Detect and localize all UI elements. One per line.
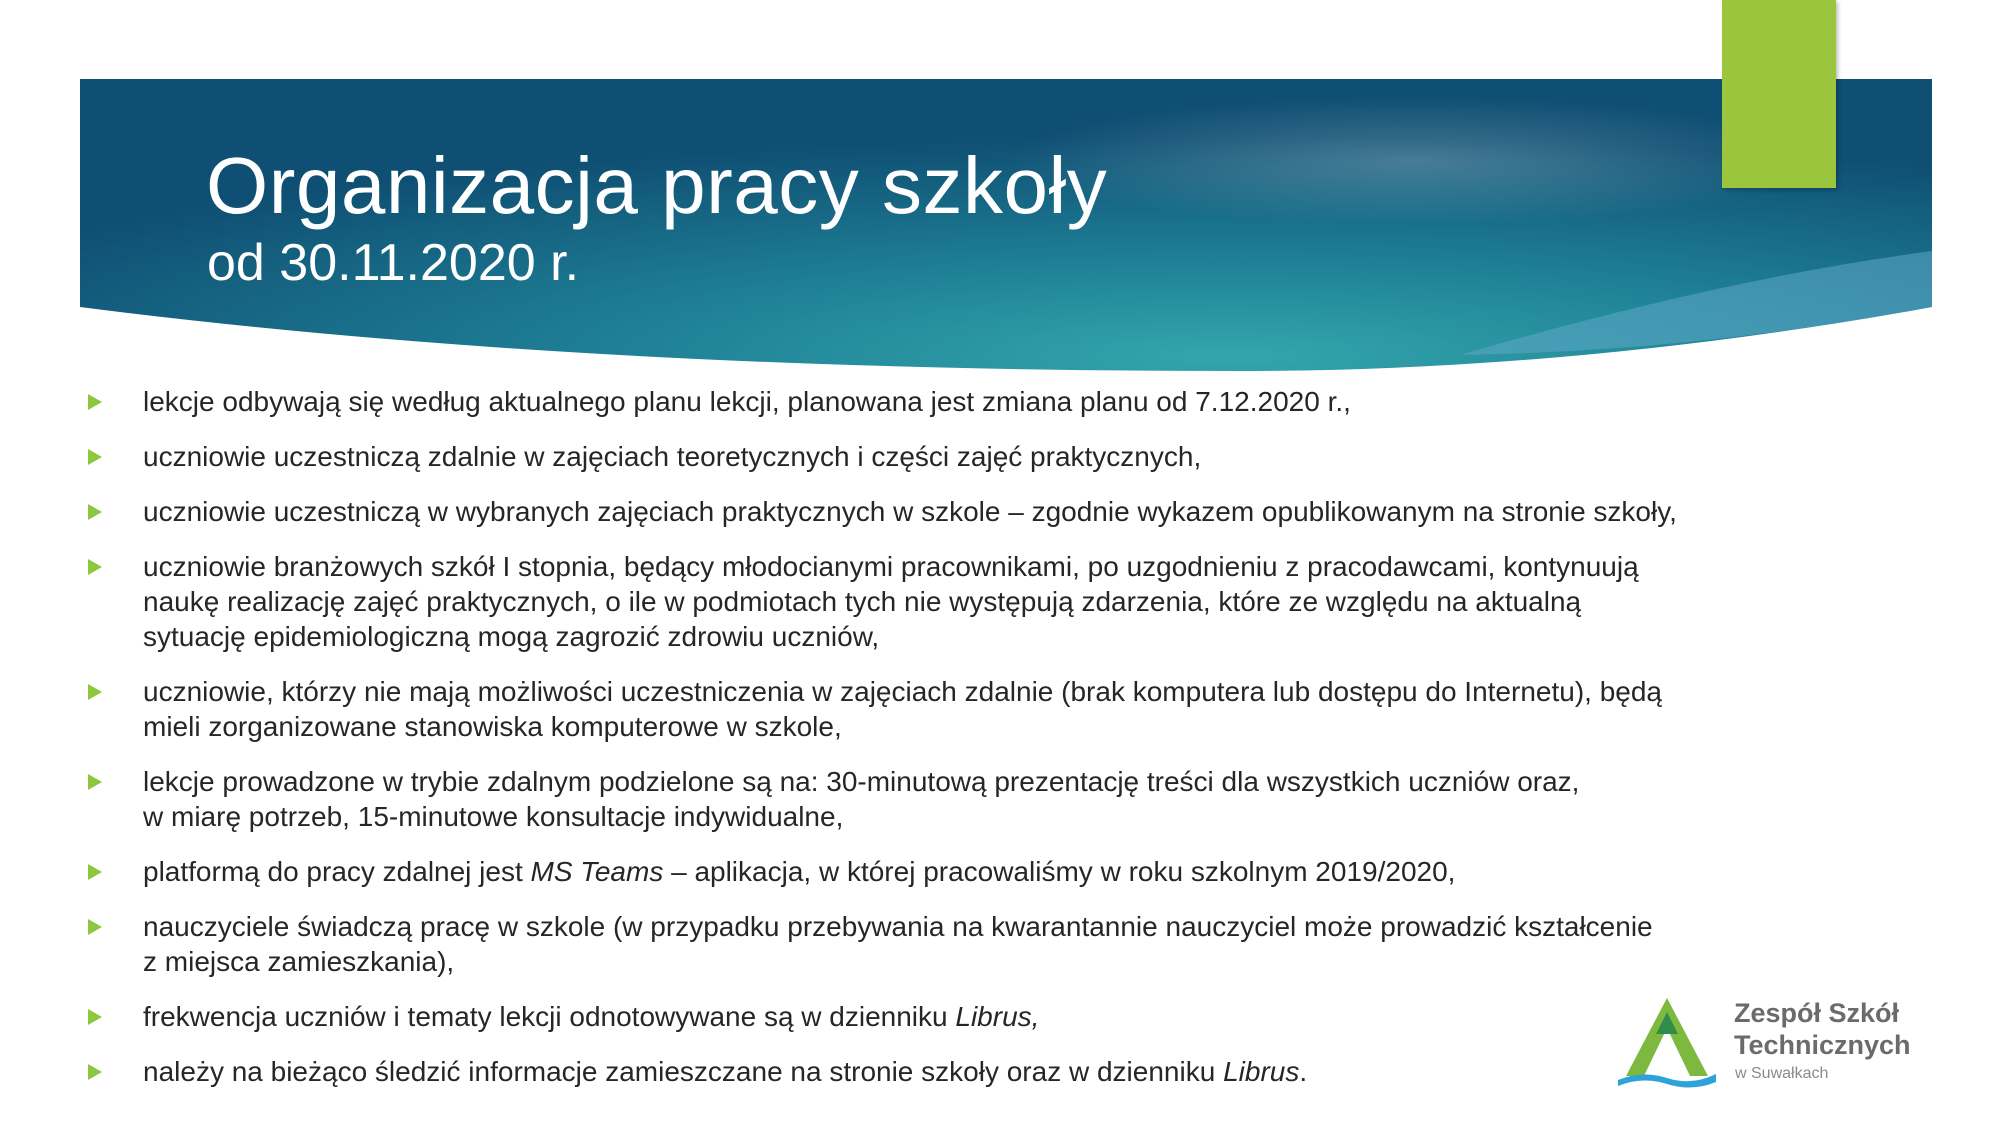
school-logo-icon	[1612, 994, 1722, 1090]
bullet-text: nauczyciele świadczą pracę w szkole (w przypadku przebywania na kwarantannie nauczyciel może prowadzić kształcenie	[143, 911, 1653, 942]
list-item	[0, 494, 2000, 529]
bullet-text-part: .	[1299, 1056, 1308, 1087]
bullet-text-part: należy na bieżąco śledzić informacje zamieszczane na stronie szkoły oraz w dzienniku	[143, 1056, 1224, 1087]
school-name-line1: Zespół Szkół	[1734, 998, 1900, 1028]
bullet-arrow-icon	[88, 1064, 102, 1080]
bullet-arrow-icon	[88, 684, 102, 700]
bullet-text	[143, 854, 1940, 889]
list-item	[0, 854, 2000, 889]
list-item	[0, 909, 2000, 979]
bullet-text: uczniowie branżowych szkół I stopnia, będący młodocianymi pracownikami, po uzgodnieniu z pracodawcami, kontynuują	[143, 551, 1639, 582]
bullet-arrow-icon	[88, 394, 102, 410]
bullet-text: w miarę potrzeb, 15-minutowe konsultacje indywidualne,	[143, 801, 844, 832]
bullet-arrow-icon	[88, 1009, 102, 1025]
list-item	[0, 764, 2000, 834]
bullet-text: z miejsca zamieszkania),	[143, 946, 455, 977]
bullet-text-part: – aplikacja, w której pracowaliśmy w roku szkolnym 2019/2020,	[663, 856, 1456, 887]
school-name-line2: Technicznych	[1734, 1030, 1911, 1060]
bullet-arrow-icon	[88, 864, 102, 880]
school-city: w Suwałkach	[1735, 1065, 1829, 1082]
bullet-text: lekcje odbywają się według aktualnego planu lekcji, planowana jest zmiana planu od 7.12.2020 r.,	[143, 386, 1351, 417]
app-name-librus: Librus	[1223, 1056, 1300, 1087]
bullet-text-part: frekwencja uczniów i tematy lekcji odnotowywane są w dzienniku	[143, 1001, 956, 1032]
list-item	[0, 674, 2000, 744]
bullet-text: uczniowie uczestniczą zdalnie w zajęciach teoretycznych i części zajęć praktycznych,	[143, 441, 1202, 472]
school-logo	[1612, 994, 1942, 1094]
bullet-text: uczniowie, którzy nie mają możliwości uczestniczenia w zajęciach zdalnie (brak komputera lub dostępu do Internetu), będą	[143, 676, 1662, 707]
page-subtitle: od 30.11.2020 r.	[207, 234, 580, 292]
app-name-librus: Librus,	[955, 1001, 1040, 1032]
bullet-text: uczniowie uczestniczą w wybranych zajęciach praktycznych w szkole – zgodnie wykazem opublikowanym na stronie szkoły,	[143, 496, 1677, 527]
bullet-arrow-icon	[88, 504, 102, 520]
green-accent-tab	[1722, 0, 1836, 188]
bullet-arrow-icon	[88, 774, 102, 790]
app-name-ms-teams: MS Teams	[530, 856, 664, 887]
list-item	[0, 384, 2000, 419]
bullet-arrow-icon	[88, 919, 102, 935]
bullet-text: lekcje prowadzone w trybie zdalnym podzielone są na: 30-minutową prezentację treści dla wszystkich uczniów oraz,	[143, 766, 1580, 797]
page-title: Organizacja pracy szkoły	[206, 141, 1108, 230]
list-item	[0, 439, 2000, 474]
list-item	[0, 549, 2000, 654]
bullet-arrow-icon	[88, 559, 102, 575]
bullet-text: sytuację epidemiologiczną mogą zagrozić zdrowiu uczniów,	[143, 621, 880, 652]
bullet-text: mieli zorganizowane stanowiska komputerowe w szkole,	[143, 711, 842, 742]
bullet-arrow-icon	[88, 449, 102, 465]
bullet-text-part: platformą do pracy zdalnej jest	[143, 856, 531, 887]
bullet-text: naukę realizację zajęć praktycznych, o ile w podmiotach tych nie występują zdarzenia, które ze względu na aktualną	[143, 586, 1582, 617]
